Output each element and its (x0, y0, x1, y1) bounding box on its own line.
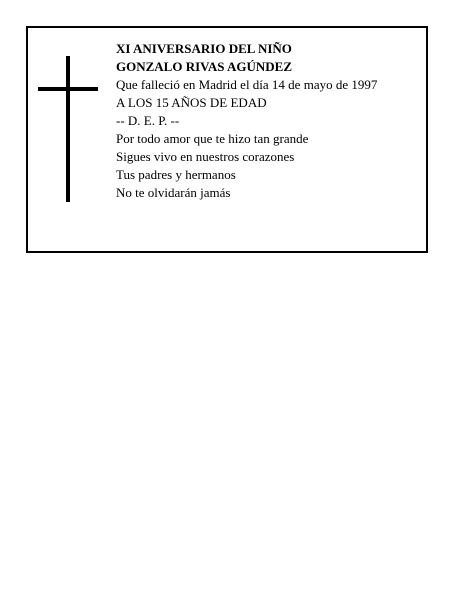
notice-line-signature: Tus padres y hermanos (116, 167, 236, 182)
latin-cross-icon (38, 56, 98, 202)
notice-title-line-2: GONZALO RIVAS AGÚNDEZ (116, 59, 293, 74)
notice-line-closing: No te olvidarán jamás (116, 185, 231, 200)
cross-horizontal-bar (38, 87, 98, 91)
cross-vertical-bar (66, 56, 70, 202)
memorial-notice (26, 26, 428, 253)
notice-title-line-1: XI ANIVERSARIO DEL NIÑO (116, 41, 292, 56)
notice-line-death-date: Que falleció en Madrid el día 14 de mayo de 1997 (116, 77, 378, 92)
notice-text (116, 40, 416, 202)
notice-line-age: A LOS 15 AÑOS DE EDAD (116, 95, 267, 110)
notice-line-message-2: Sigues vivo en nuestros corazones (116, 149, 295, 164)
notice-line-rip: -- D. E. P. -- (116, 113, 180, 128)
notice-line-message-1: Por todo amor que te hizo tan grande (116, 131, 309, 146)
